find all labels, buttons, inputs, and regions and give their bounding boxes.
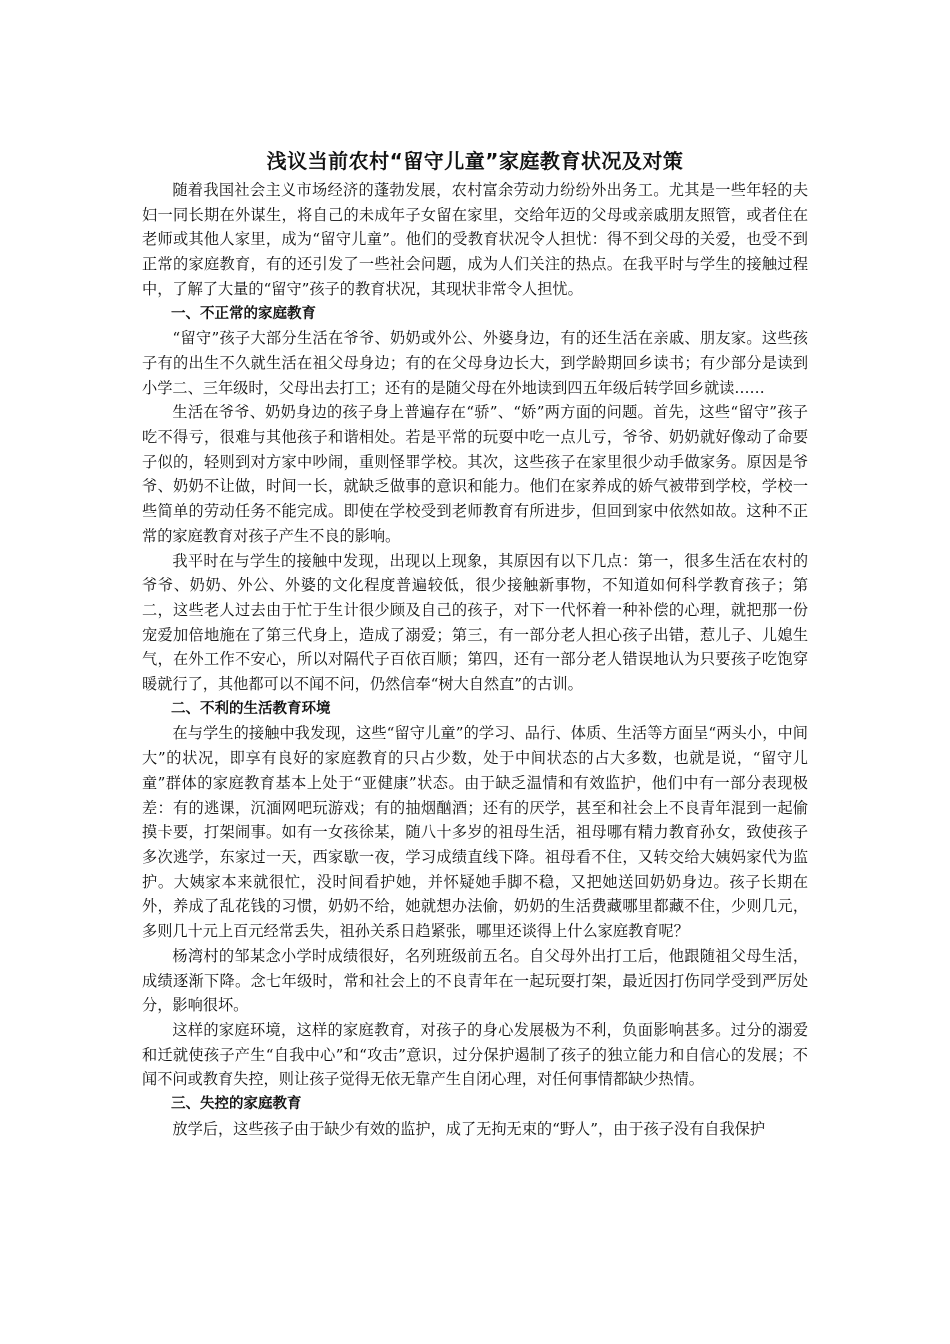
- body-paragraph: 我平时在与学生的接触中发现，出现以上现象，其原因有以下几点：第一，很多生活在农村的爷爷、奶奶、外公、外婆的文化程度普遍较低，很少接触新事物，不知道如何科学教育孩子；第二，这些老人过去由于忙于生计很少顾及自己的孩子，对下一代怀着一种补偿的心理，就把那一份宠爱加倍地施在了第三代身上，造成了溺爱；第三，有一部分老人担心孩子出错，惹儿子、儿媳生气，在外工作不安心，所以对隔代子百依百顺；第四，还有一部分老人错误地认为只要孩子吃饱穿暖就行了，其他都可以不闻不问，仍然信奉“树大自然直”的古训。: [142, 551, 808, 694]
- section-heading: 一、不正常的家庭教育: [171, 305, 316, 322]
- body-paragraph: 放学后，这些孩子由于缺少有效的监护，成了无拘无束的“野人”，由于孩子没有自我保护: [172, 1119, 766, 1138]
- body-paragraph: 这样的家庭环境，这样的家庭教育，对孩子的身心发展极为不利，负面影响甚多。过分的溺爱和迁就使孩子产生“自我中心”和“攻击”意识，过分保护遏制了孩子的独立能力和自信心的发展；不闻不问或教育失控，则让孩子觉得无依无靠产生自闭心理，对任何事情都缺少热情。: [142, 1020, 808, 1089]
- section-3: [142, 1092, 808, 1141]
- body-paragraph: 在与学生的接触中我发现，这些“留守儿童”的学习、品行、体质、生活等方面呈“两头小，中间大”的状况，即享有良好的家庭教育的只占少数，处于中间状态的占大多数，也就是说，“留守儿童”群体的家庭教育基本上处于“亚健康”状态。由于缺乏温情和有效监护，他们中有一部分表现极差：有的逃课，沉湎网吧玩游戏；有的抽烟酗酒；还有的厌学，甚至和社会上不良青年混到一起偷摸卡要，打架闹事。如有一女孩徐某，随八十多岁的祖母生活，祖母哪有精力教育孙女，致使孩子多次逃学，东家过一天，西家歇一夜，学习成绩直线下降。祖母看不住，又转交给大姨妈家代为监护。大姨家本来就很忙，没时间看护她，并怀疑她手脚不稳，又把她送回奶奶身边。孩子长期在外，养成了乱花钱的习惯，奶奶不给，她就想办法偷，奶奶的生活费藏哪里都藏不住，少则几元，多则几十元上百元经常丢失，祖孙关系日趋紧张，哪里还谈得上什么家庭教育呢？: [142, 724, 808, 941]
- body-paragraph: “留守”孩子大部分生活在爷爷、奶奶或外公、外婆身边，有的还生活在亲戚、朋友家。这些孩子有的出生不久就生活在祖父母身边；有的在父母身边长大，到学龄期回乡读书；有少部分是读到小学二、三年级时，父母出去打工；还有的是随父母在外地读到四五年级后转学回乡就读……: [142, 329, 808, 397]
- section-heading: 三、失控的家庭教育: [171, 1096, 302, 1113]
- body-paragraph: 生活在爷爷、奶奶身边的孩子身上普遍存在“骄”、“娇”两方面的问题。首先，这些“留守”孩子吃不得亏，很难与其他孩子和谐相处。若是平常的玩耍中吃一点儿亏，爷爷、奶奶就好像动了命要子似的，轻则到对方家中吵闹，重则怪罪学校。其次，这些孩子在家里很少动手做家务。原因是爷爷、奶奶不让做，时间一长，就缺乏做事的意识和能力。他们在家养成的娇气被带到学校，学校一些简单的劳动任务不能完成。即使在学校受到老师教育有所进步，但回到家中依然如故。这种不正常的家庭教育对孩子产生不良的影响。: [142, 403, 808, 545]
- section-1: [142, 302, 808, 697]
- intro-paragraph: 随着我国社会主义市场经济的蓬勃发展，农村富余劳动力纷纷外出务工。尤其是一些年轻的夫妇一同长期在外谋生，将自己的未成年子女留在家里，交给年迈的父母或亲戚朋友照管，或者住在老师或其他人家里，成为“留守儿童”。他们的受教育状况令人担忧：得不到父母的关爱，也受不到正常的家庭教育，有的还引发了一些社会问题，成为人们关注的热点。在我平时与学生的接触过程中，了解了大量的“留守”孩子的教育状况，其现状非常令人担忧。: [142, 181, 808, 298]
- body-paragraph: 杨湾村的邹某念小学时成绩很好，名列班级前五名。自父母外出打工后，他跟随祖父母生活，成绩逐渐下降。念七年级时，常和社会上的不良青年在一起玩耍打架，最近因打伤同学受到严厉处分，影响很坏。: [142, 946, 808, 1015]
- section-heading: 二、不利的生活教育环境: [171, 700, 331, 717]
- document-title: 浅议当前农村“留守儿童”家庭教育状况及对策: [266, 149, 684, 173]
- section-2: [142, 697, 808, 1092]
- document-page: [142, 146, 808, 1141]
